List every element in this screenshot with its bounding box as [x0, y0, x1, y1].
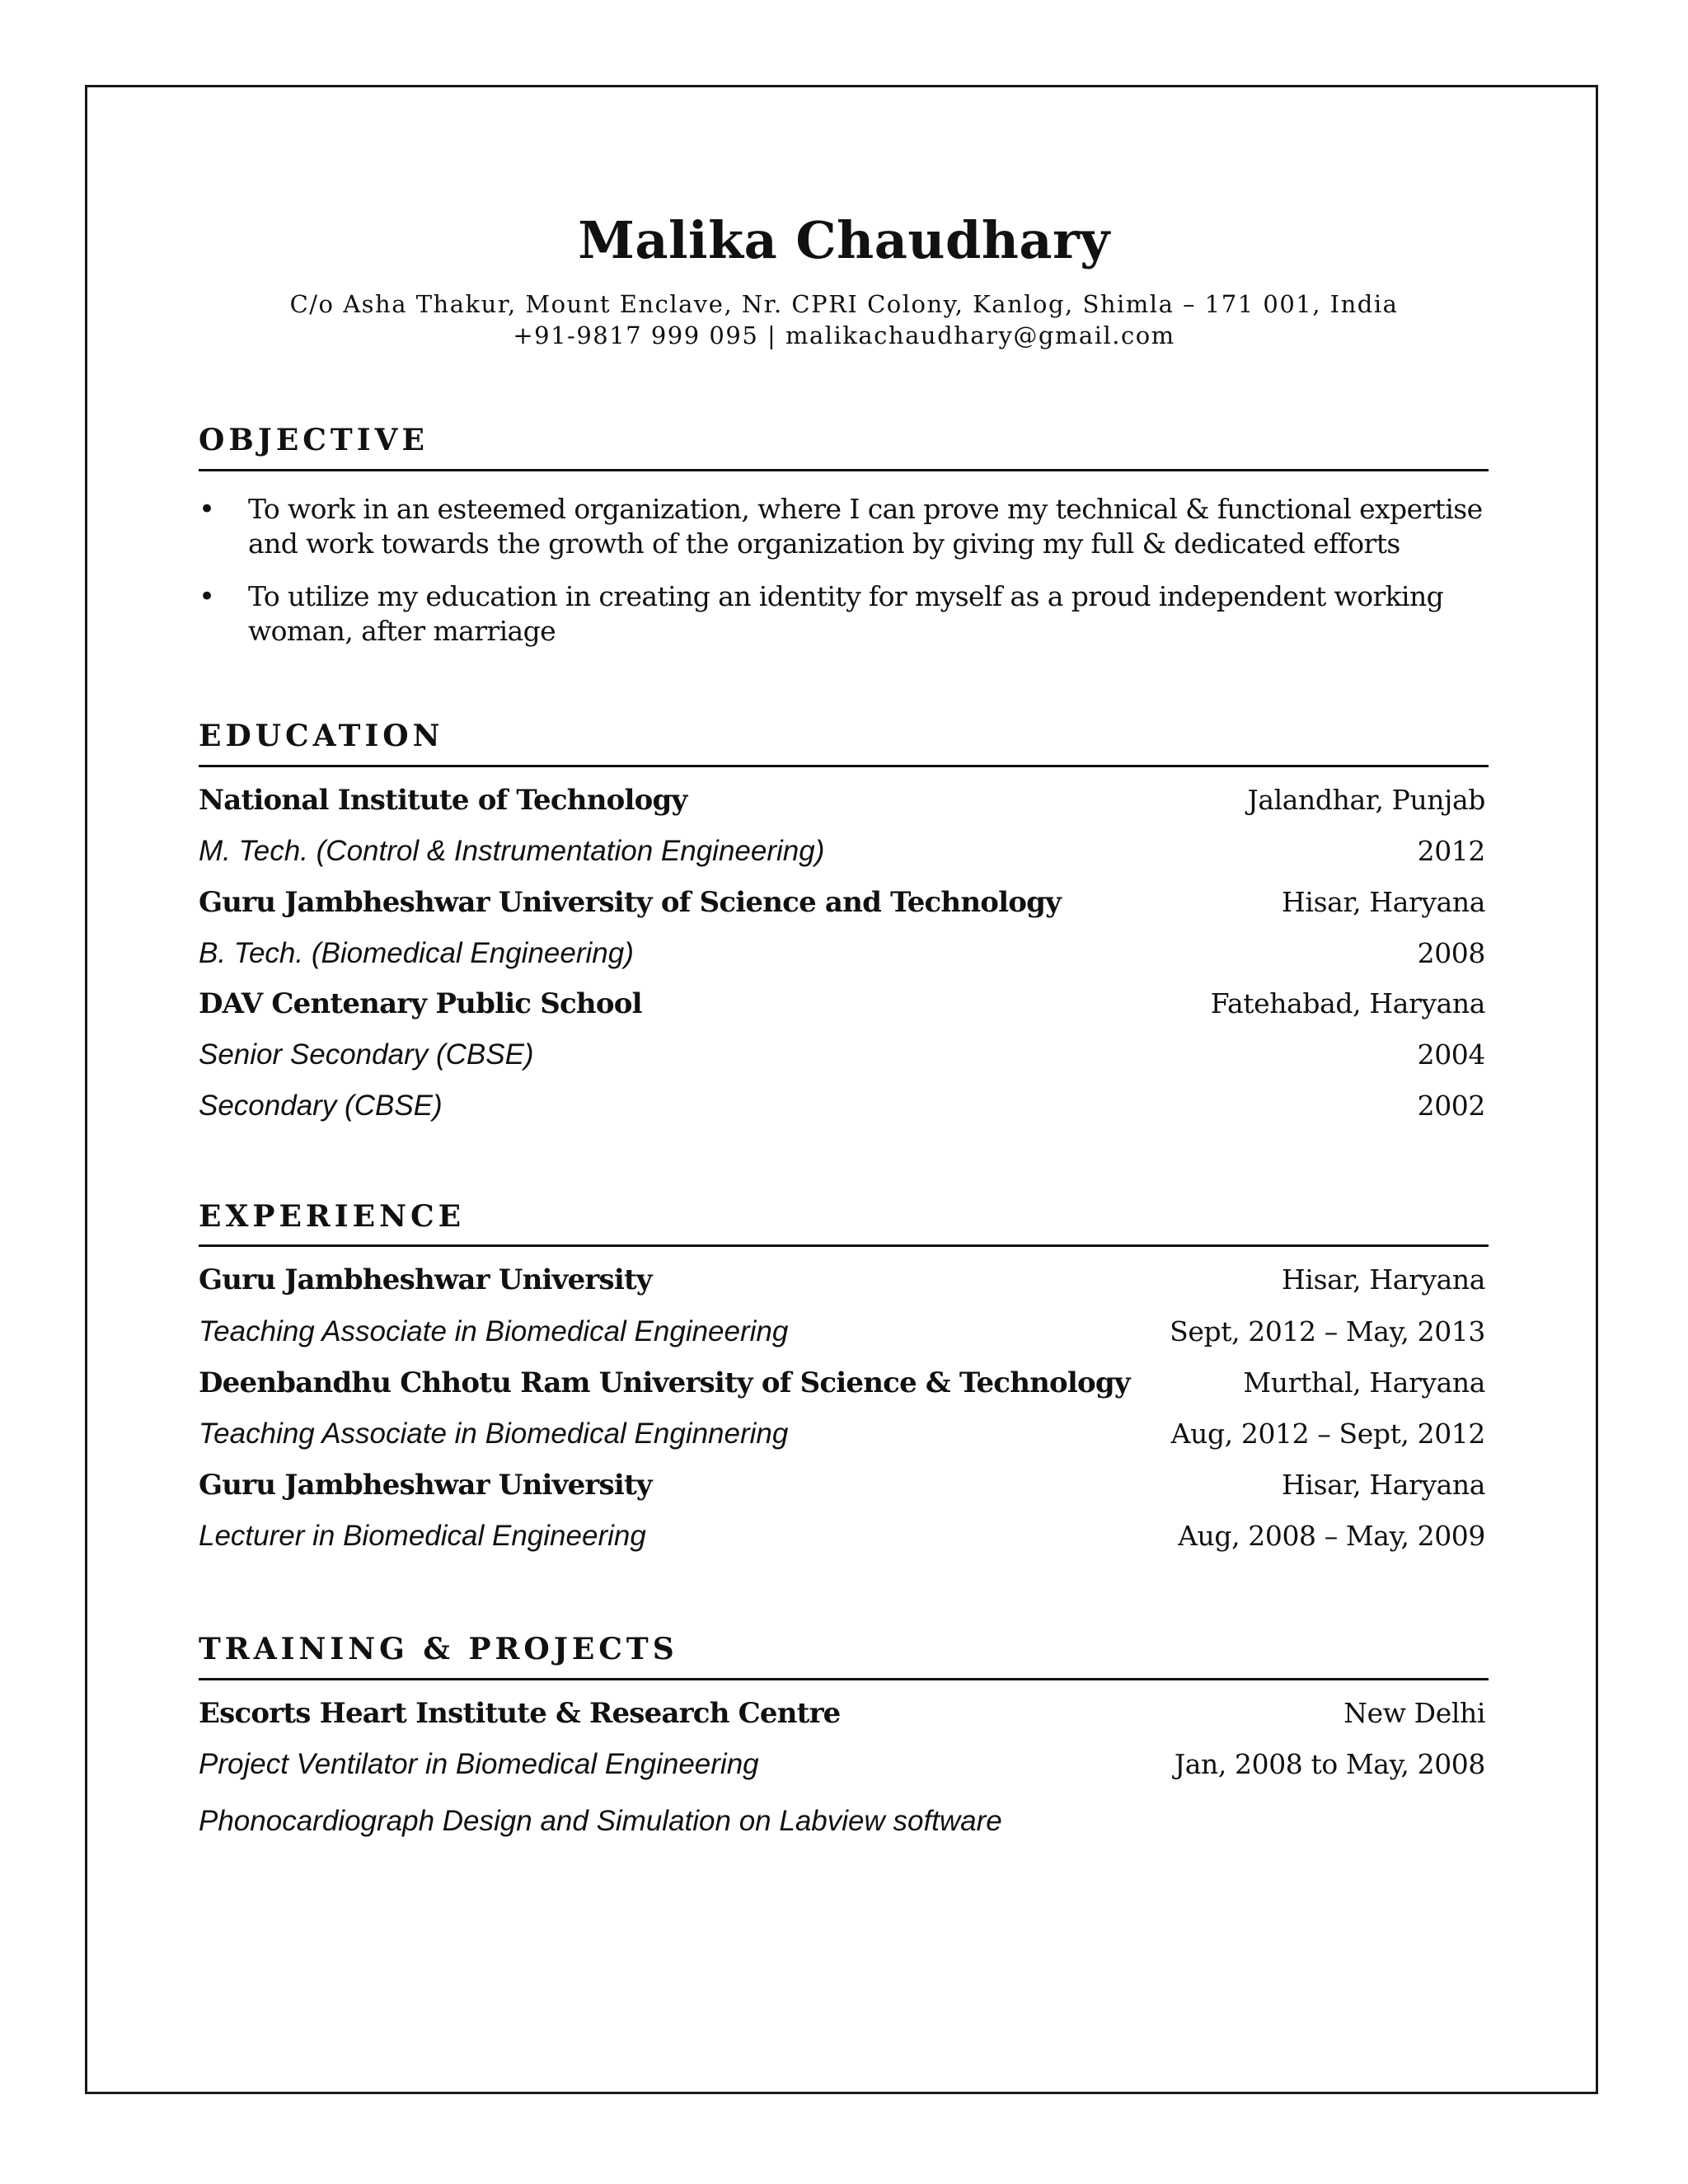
- section-rule: [199, 765, 1489, 767]
- education-degree-row: [199, 1036, 1489, 1074]
- degree-year: 2012: [1417, 835, 1485, 867]
- education-degree-row: [199, 832, 1489, 870]
- experience-employer-row: [199, 1466, 1489, 1504]
- employer-name: Deenbandhu Chhotu Ram University of Science & Technology: [199, 1366, 1130, 1399]
- section-rule: [199, 1678, 1489, 1680]
- objective-text: To work in an esteemed organization, where I can prove my technical & functional expertise and work towards the growth of the organization by giving my full & dedicated efforts: [248, 493, 1483, 560]
- project-title: Phonocardiograph Design and Simulation on Labview software: [199, 1805, 1002, 1837]
- experience-employer-row: [199, 1261, 1489, 1299]
- degree-name: Senior Secondary (CBSE): [199, 1038, 534, 1071]
- phone-email-line: +91-9817 999 095 | malikachaudhary@gmail.com: [513, 321, 1175, 349]
- role-title: Lecturer in Biomedical Engineering: [199, 1520, 646, 1552]
- training-institution-row: [199, 1694, 1489, 1732]
- experience-role-row: [199, 1415, 1489, 1453]
- objective-text: To utilize my education in creating an identity for myself as a proud independent working woman, after marriage: [248, 580, 1444, 647]
- education-institution-row: [199, 883, 1489, 921]
- experience-role-row: [199, 1517, 1489, 1555]
- employer-name: Guru Jambheshwar University: [199, 1469, 652, 1502]
- degree-name: B. Tech. (Biomedical Engineering): [199, 937, 634, 969]
- training-project-row: [199, 1746, 1489, 1783]
- section-rule: [199, 1244, 1489, 1247]
- degree-name: M. Tech. (Control & Instrumentation Engineering): [199, 835, 825, 867]
- degree-name: Secondary (CBSE): [199, 1090, 443, 1122]
- education-degree-row: [199, 935, 1489, 972]
- experience-role-row: [199, 1313, 1489, 1351]
- role-dates: Sept, 2012 – May, 2013: [1170, 1315, 1485, 1347]
- training-project-row: [199, 1802, 1489, 1840]
- section-heading-experience: EXPERIENCE: [199, 1199, 466, 1234]
- employer-name: Guru Jambheshwar University: [199, 1263, 652, 1296]
- employer-location: Hisar, Haryana: [1282, 1469, 1485, 1501]
- role-dates: Aug, 2008 – May, 2009: [1178, 1520, 1485, 1552]
- bullet-icon: •: [199, 580, 216, 613]
- institution-name: Guru Jambheshwar University of Science and Technology: [199, 886, 1062, 919]
- institution-name: National Institute of Technology: [199, 784, 687, 817]
- degree-year: 2004: [1417, 1038, 1485, 1071]
- candidate-name: Malika Chaudhary: [578, 210, 1110, 270]
- degree-year: 2002: [1417, 1090, 1485, 1122]
- role-title: Teaching Associate in Biomedical Enginnering: [199, 1418, 789, 1450]
- employer-location: Murthal, Haryana: [1243, 1366, 1485, 1399]
- project-dates: Jan, 2008 to May, 2008: [1174, 1748, 1485, 1780]
- degree-year: 2008: [1417, 937, 1485, 969]
- institution-location: Fatehabad, Haryana: [1210, 987, 1485, 1019]
- address-line: C/o Asha Thakur, Mount Enclave, Nr. CPRI Colony, Kanlog, Shimla – 171 001, India: [289, 290, 1399, 318]
- institution-name: DAV Centenary Public School: [199, 987, 642, 1020]
- education-degree-row: [199, 1087, 1489, 1125]
- section-heading-training: TRAINING & PROJECTS: [199, 1632, 678, 1666]
- experience-employer-row: [199, 1364, 1489, 1402]
- section-heading-objective: OBJECTIVE: [199, 423, 429, 457]
- training-location: New Delhi: [1343, 1697, 1485, 1729]
- education-institution-row: [199, 781, 1489, 819]
- project-title: Project Ventilator in Biomedical Engineering: [199, 1748, 759, 1780]
- institution-location: Jalandhar, Punjab: [1247, 784, 1485, 816]
- section-heading-education: EDUCATION: [199, 719, 444, 753]
- education-institution-row: [199, 985, 1489, 1023]
- role-dates: Aug, 2012 – Sept, 2012: [1170, 1418, 1485, 1450]
- role-title: Teaching Associate in Biomedical Engineering: [199, 1315, 789, 1347]
- training-institution-name: Escorts Heart Institute & Research Centre: [199, 1697, 841, 1730]
- section-rule: [199, 469, 1489, 471]
- employer-location: Hisar, Haryana: [1282, 1263, 1485, 1296]
- institution-location: Hisar, Haryana: [1282, 886, 1485, 918]
- bullet-icon: •: [199, 493, 216, 526]
